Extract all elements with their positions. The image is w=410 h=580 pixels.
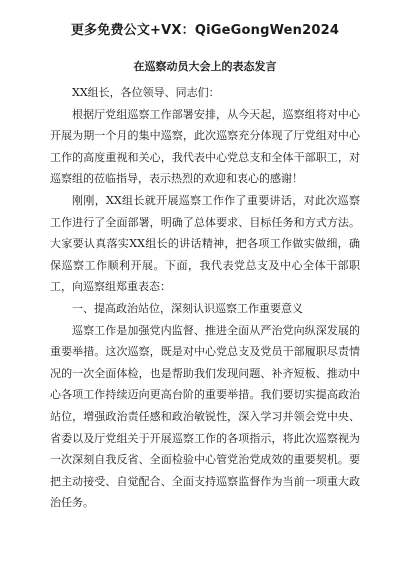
salutation: XX组长，各位领导、同志们： — [72, 86, 220, 99]
promo-header: 更多免费公文+VX：QiGeGongWen2024 — [70, 23, 340, 38]
section-paragraph-1: 巡察工作是加强党内监督、推进全面从严治党向纵深发展的重要举措。这次巡察，既是对中心党总支及党员干部履职尽责情况的一次全面体检，也是帮助我们发现问题、补齐短板、推动中心各项工作持续迈向更高台阶的重要举措。我们要切实提高政治站位，增强政治责任感和政治敏锐性，深入学习并领会党中央、省委以及厅党组关于开展巡察工作的各项指示，将此次巡察视为一次深刻自我反省、全面检验中心管党治党成效的重要契机。要把主动接受、自觉配合、全面支持巡察监督作为当前一项重大政治任务。 — [50, 323, 360, 510]
paragraph-2: 刚刚，XX组长就开展巡察工作作了重要讲话，对此次巡察工作进行了全面部署，明确了总体要求、目标任务和方式方法。大家要认真落实XX组长的讲话精神，把各项工作做实做细，确保巡察工作顺利开展。下面，我代表党总支及中心全体干部职工，向巡察组郑重表态： — [50, 193, 360, 294]
section-heading-1: 一、提高政治站位，深刻认识巡察工作重要意义 — [72, 301, 303, 315]
paragraph-1: 根据厅党组巡察工作部署安排，从今天起，巡察组将对中心开展为期一个月的集中巡察，此次巡察充分体现了厅党组对中心工作的高度重视和关心，我代表中心党总支和全体干部职工，对巡察组的莅临指导，表示热烈的欢迎和衷心的感谢！ — [50, 107, 360, 186]
document-title: 在巡察动员大会上的表态发言 — [133, 60, 277, 73]
